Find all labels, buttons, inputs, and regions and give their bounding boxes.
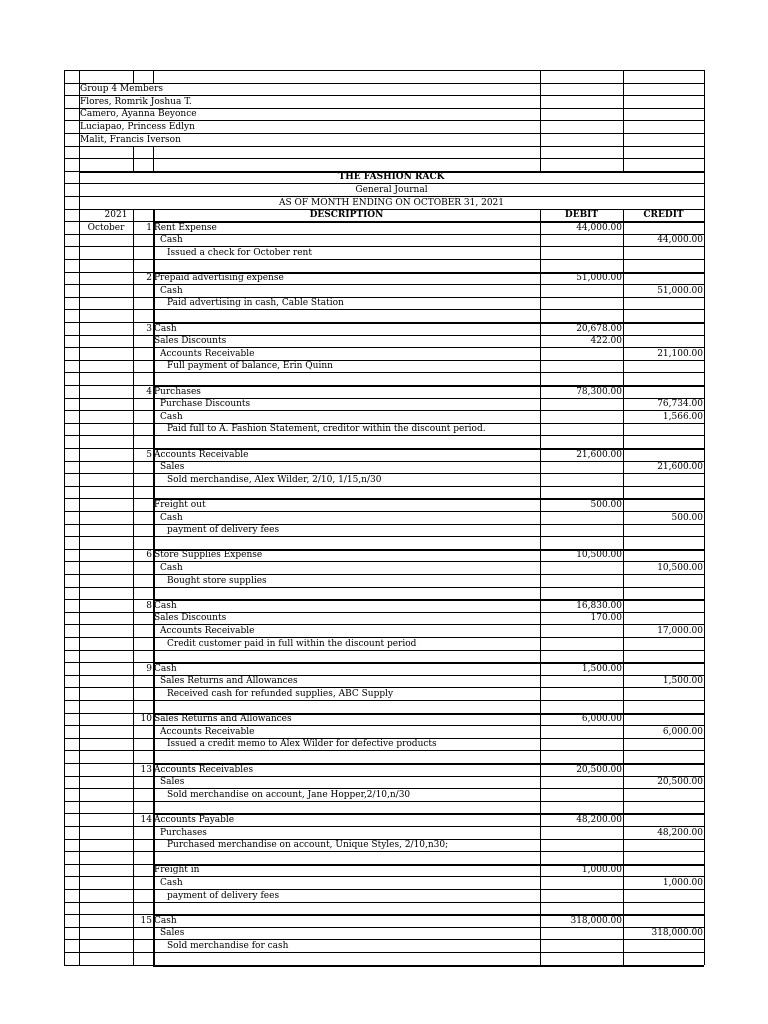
grid-line [64,435,704,436]
grid-line [623,70,624,171]
credit-amount: 1,566.00 [662,411,703,422]
credit-account: Sales Returns and Allowances [160,676,298,687]
grid-line [540,70,541,171]
credit-amount: 500.00 [671,512,703,523]
debit-account: Sales Discounts [154,336,227,347]
credit-account: Purchases [160,827,207,838]
grid-line [64,536,704,537]
member-name: Luciapao, Princess Edlyn [80,121,195,132]
credit-amount: 76,734.00 [657,399,703,410]
credit-account: Cash [160,285,183,296]
credit-account: Cash [160,877,183,888]
entry-day: 6 [146,550,152,561]
grid-line [64,196,79,197]
member-name: Flores, Romrik Joshua T. [80,96,192,107]
grid-line [64,801,704,802]
entry-day: 10 [140,714,152,725]
entry-explanation: Sold merchandise for cash [167,940,289,951]
grid-line [64,851,704,852]
member-name: Malit, Francis Iverson [80,134,181,145]
grid-line [64,309,704,310]
grid-line [64,158,704,159]
credit-amount: 318,000.00 [651,928,703,939]
debit-account: Store Supplies Expense [154,550,263,561]
debit-amount: 20,678.00 [576,323,622,334]
debit-account: Freight in [154,865,200,876]
credit-amount: 20,500.00 [657,777,703,788]
credit-amount: 21,100.00 [657,348,703,359]
debit-amount: 51,000.00 [576,273,622,284]
debit-account: Sales Discounts [154,613,227,624]
grid-line [64,650,704,651]
credit-amount: 6,000.00 [662,726,703,737]
debit-amount: 16,830.00 [576,600,622,611]
year-label: 2021 [104,210,128,221]
credit-account: Cash [160,512,183,523]
grid-line [64,952,704,953]
grid-line [64,902,704,903]
entry-day: 5 [146,449,152,460]
credit-account: Cash [160,411,183,422]
credit-header: CREDIT [643,210,684,221]
debit-account: Accounts Receivables [154,764,254,775]
entry-explanation: Sold merchandise, Alex Wilder, 2/10, 1/15,n/30 [167,474,382,485]
credit-account: Sales [160,928,185,939]
company-name: THE FASHION RACK [338,172,445,183]
debit-amount: 422.00 [590,336,622,347]
credit-account: Accounts Receivable [160,726,255,737]
member-name: Camero, Ayanna Beyonce [80,109,197,120]
grid-line [64,171,79,172]
grid-line [64,259,704,260]
debit-account: Cash [154,323,177,334]
entry-explanation: Paid advertising in cash, Cable Station [167,298,344,309]
member-name: Group 4 Members [80,84,163,95]
credit-amount: 51,000.00 [657,285,703,296]
debit-account: Cash [154,600,177,611]
entry-day: 4 [146,386,152,397]
debit-account: Prepaid advertising expense [154,273,284,284]
debit-account: Cash [154,915,177,926]
entry-explanation: Purchased merchandise on account, Unique Styles, 2/10,n30; [167,840,449,851]
entry-day: 8 [146,600,152,611]
entry-explanation: Issued a check for October rent [167,247,312,258]
grid-line [64,498,153,499]
debit-amount: 44,000.00 [576,222,622,233]
grid-line [64,183,79,184]
debit-amount: 170.00 [590,613,622,624]
credit-account: Accounts Receivable [160,348,255,359]
entry-day: 14 [140,814,152,825]
credit-amount: 48,200.00 [657,827,703,838]
credit-amount: 21,600.00 [657,462,703,473]
debit-account: Accounts Payable [154,814,235,825]
debit-account: Rent Expense [154,222,217,233]
credit-account: Sales [160,462,185,473]
grid-line [64,486,704,487]
grid-line [64,146,704,147]
credit-amount: 10,500.00 [657,562,703,573]
grid-line [64,372,704,373]
credit-account: Cash [160,562,183,573]
debit-amount: 500.00 [590,499,622,510]
debit-amount: 6,000.00 [581,714,622,725]
credit-amount: 17,000.00 [657,625,703,636]
grid-line [64,864,153,865]
entry-day: 3 [146,323,152,334]
debit-account: Freight out [154,499,206,510]
debit-account: Sales Returns and Allowances [154,714,292,725]
entry-day: 1 [146,222,152,233]
credit-account: Accounts Receivable [160,625,255,636]
credit-amount: 1,000.00 [662,877,703,888]
entry-explanation: Sold merchandise on account, Jane Hopper,2/10,n/30 [167,789,411,800]
entry-explanation: payment of delivery fees [167,890,280,901]
grid-line [64,700,704,701]
entry-explanation: Paid full to A. Fashion Statement, creditor within the discount period. [167,424,486,435]
entry-explanation: Credit customer paid in full within the discount period [167,638,417,649]
debit-account: Cash [154,663,177,674]
debit-account: Purchases [154,386,201,397]
grid-line [64,965,153,966]
credit-account: Cash [160,235,183,246]
debit-amount: 318,000.00 [570,915,622,926]
debit-amount: 78,300.00 [576,386,622,397]
entry-explanation: Full payment of balance, Erin Quinn [167,361,333,372]
debit-amount: 21,600.00 [576,449,622,460]
credit-account: Purchase Discounts [160,399,251,410]
grid-line [64,70,65,965]
debit-amount: 1,500.00 [581,663,622,674]
entry-explanation: Issued a credit memo to Alex Wilder for defective products [167,739,437,750]
entry-explanation: Received cash for refunded supplies, ABC Supply [167,688,394,699]
debit-header: DEBIT [564,210,599,221]
debit-amount: 10,500.00 [576,550,622,561]
credit-account: Sales [160,777,185,788]
entry-explanation: payment of delivery fees [167,525,280,536]
entry-day: 9 [146,663,152,674]
grid-line [64,70,704,71]
grid-line [64,587,704,588]
journal-period: AS OF MONTH ENDING ON OCTOBER 31, 2021 [279,197,504,208]
credit-amount: 1,500.00 [662,676,703,687]
debit-amount: 48,200.00 [576,814,622,825]
credit-amount: 44,000.00 [657,235,703,246]
grid-line [153,965,704,967]
journal-title: General Journal [355,184,428,195]
entry-day: 15 [140,915,152,926]
debit-amount: 20,500.00 [576,764,622,775]
debit-account: Accounts Receivable [154,449,249,460]
entry-explanation: Bought store supplies [167,575,267,586]
entry-day: 2 [146,273,152,284]
description-header: DESCRIPTION [309,210,384,221]
month-label: October [87,222,125,233]
grid-line [64,750,704,751]
entry-day: 13 [140,764,152,775]
debit-amount: 1,000.00 [581,865,622,876]
